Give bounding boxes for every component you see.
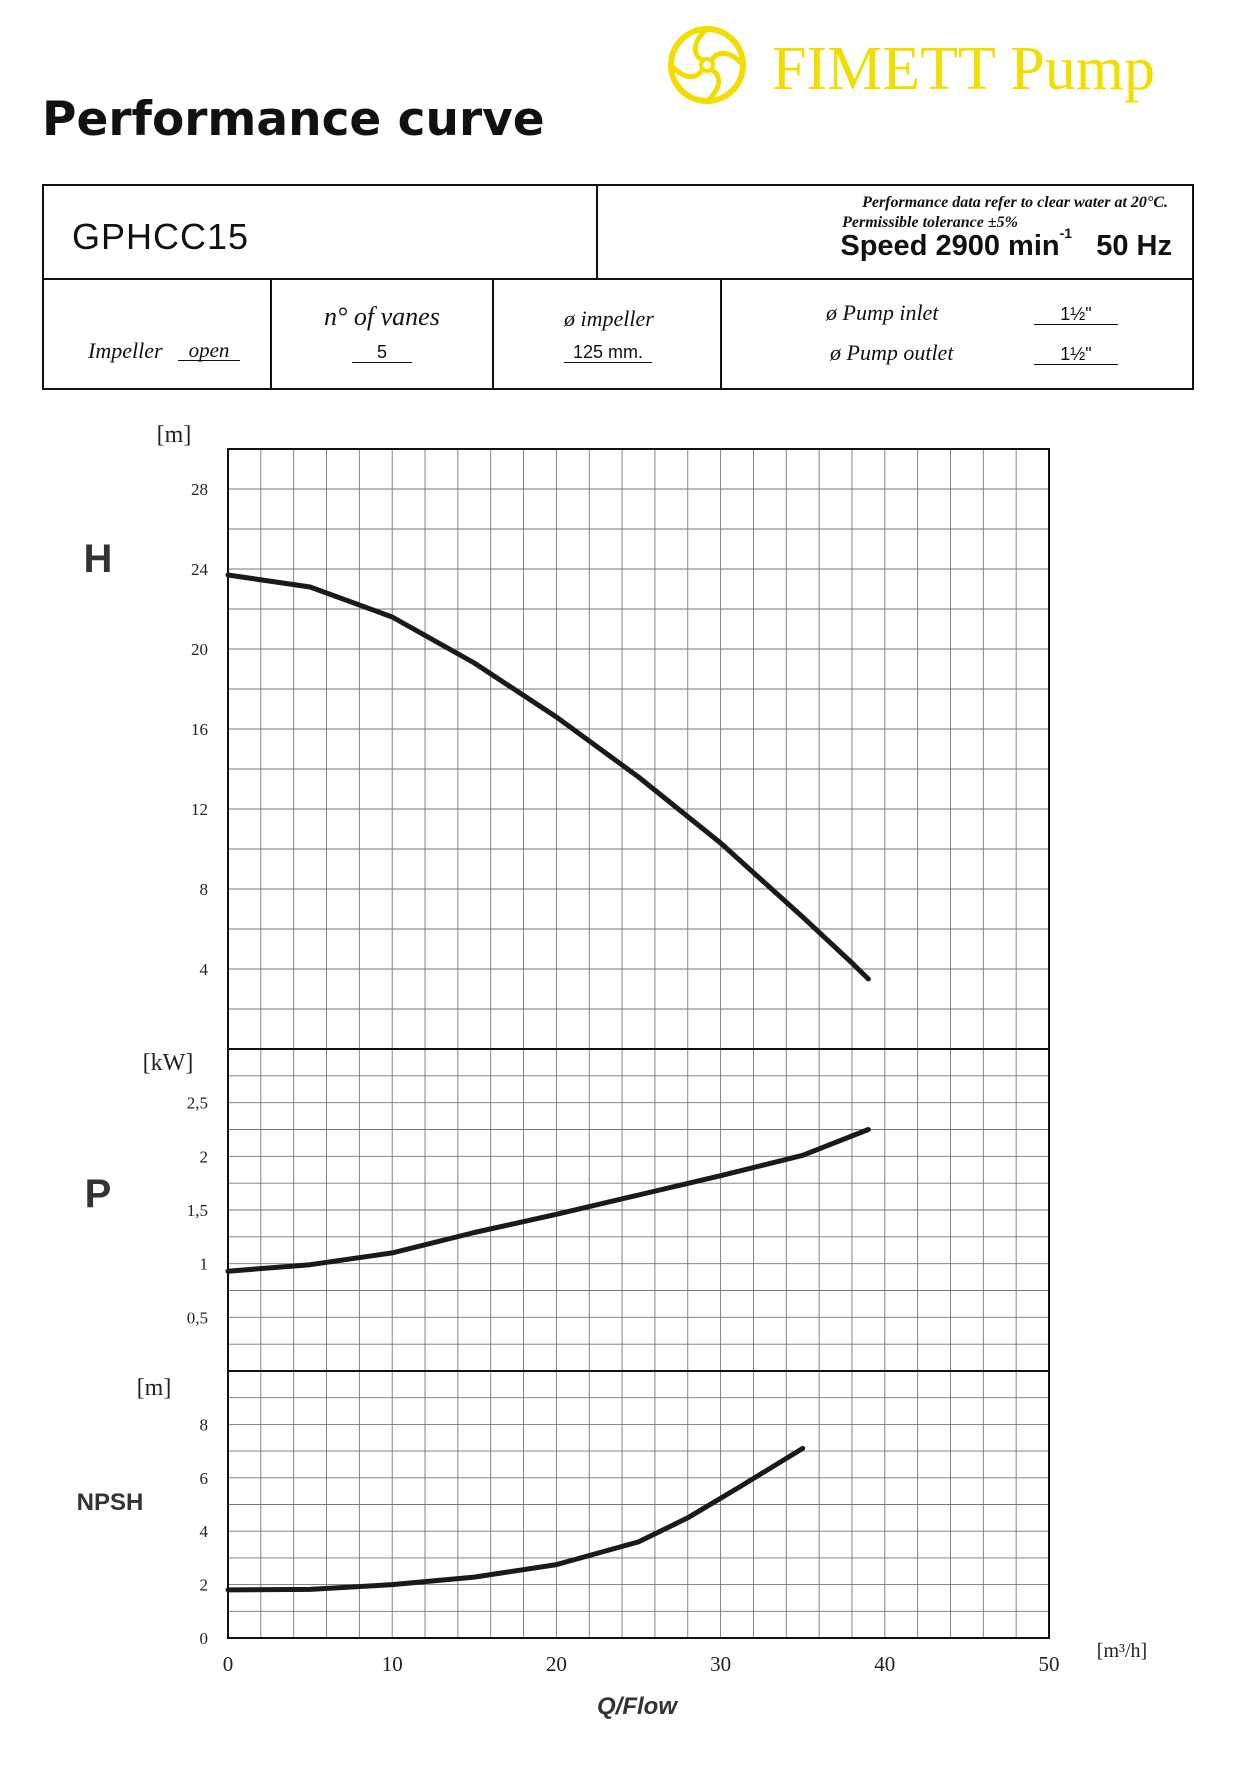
- speed-rpm: 2900 min: [935, 230, 1060, 262]
- y-tick-label: 2: [199, 1575, 208, 1595]
- quantity-label-p: P: [84, 1172, 112, 1216]
- y-tick-label: 8: [199, 880, 208, 899]
- x-tick-label: 40: [874, 1652, 896, 1676]
- y-tick-label: 24: [191, 560, 208, 579]
- x-tick-label: 0: [222, 1652, 234, 1676]
- y-unit-label: [m]: [136, 1375, 172, 1401]
- frequency: 50 Hz: [1096, 230, 1172, 262]
- quantity-label-npsh: NPSH: [76, 1489, 144, 1516]
- y-unit-label: [kW]: [142, 1050, 194, 1076]
- y-tick-label: 1: [199, 1254, 208, 1274]
- y-tick-label: 20: [191, 640, 208, 659]
- x-tick-label: 50: [1038, 1652, 1060, 1676]
- impeller-type: open: [178, 340, 240, 361]
- y-tick-label: 2: [199, 1147, 208, 1167]
- y-tick-label: 16: [191, 720, 208, 739]
- x-tick-label: 20: [545, 1652, 567, 1676]
- impeller-diameter: 125 mm.: [564, 342, 652, 363]
- curve-h: [228, 575, 868, 979]
- quantity-label-h: H: [83, 537, 113, 581]
- chart-labels: [77, 422, 1148, 1720]
- panel-frame-h: [228, 449, 1049, 1049]
- brand-name: FIMETT Pump: [772, 35, 1155, 103]
- speed-exponent: -1: [1059, 225, 1073, 242]
- y-tick-label: 4: [199, 960, 208, 979]
- x-axis-title: Q/Flow: [597, 1693, 677, 1720]
- outlet-label: ø Pump outlet: [830, 340, 954, 365]
- y-tick-label: 0,5: [186, 1308, 208, 1328]
- y-unit-label: [m]: [156, 422, 192, 448]
- x-tick-label: 10: [381, 1652, 403, 1676]
- curve-p: [228, 1130, 868, 1272]
- x-tick-label: 30: [710, 1652, 732, 1676]
- y-tick-label: 6: [199, 1468, 208, 1488]
- vanes-count: 5: [352, 342, 412, 363]
- outlet-size: 1½": [1034, 344, 1118, 365]
- inlet-size: 1½": [1034, 304, 1118, 325]
- y-tick-label: 2,5: [186, 1093, 208, 1113]
- tolerance-note: Permissible tolerance ±5%: [842, 214, 1018, 231]
- speed-label: Speed: [840, 230, 928, 262]
- model-name: GPHCC15: [72, 216, 250, 257]
- y-tick-label: 12: [191, 800, 208, 819]
- chart-grid: [228, 449, 1049, 1638]
- y-tick-label: 0: [199, 1629, 208, 1648]
- y-tick-label: 4: [199, 1522, 208, 1542]
- chart-curves: [228, 575, 868, 1590]
- vanes-label: n° of vanes: [324, 302, 440, 331]
- conditions-note: Performance data refer to clear water at 20°C.: [862, 194, 1168, 211]
- impeller-label: Impeller: [88, 338, 163, 363]
- y-tick-label: 8: [199, 1415, 208, 1435]
- x-unit-label: [m³/h]: [1096, 1640, 1148, 1662]
- page-title: Performance curve: [42, 92, 545, 147]
- y-tick-label: 28: [191, 480, 208, 499]
- y-tick-label: 1,5: [186, 1201, 208, 1220]
- inlet-label: ø Pump inlet: [826, 300, 939, 325]
- chart-axes: [228, 449, 1049, 1638]
- curve-npsh: [228, 1448, 803, 1590]
- impeller-diameter-label: ø impeller: [564, 306, 654, 331]
